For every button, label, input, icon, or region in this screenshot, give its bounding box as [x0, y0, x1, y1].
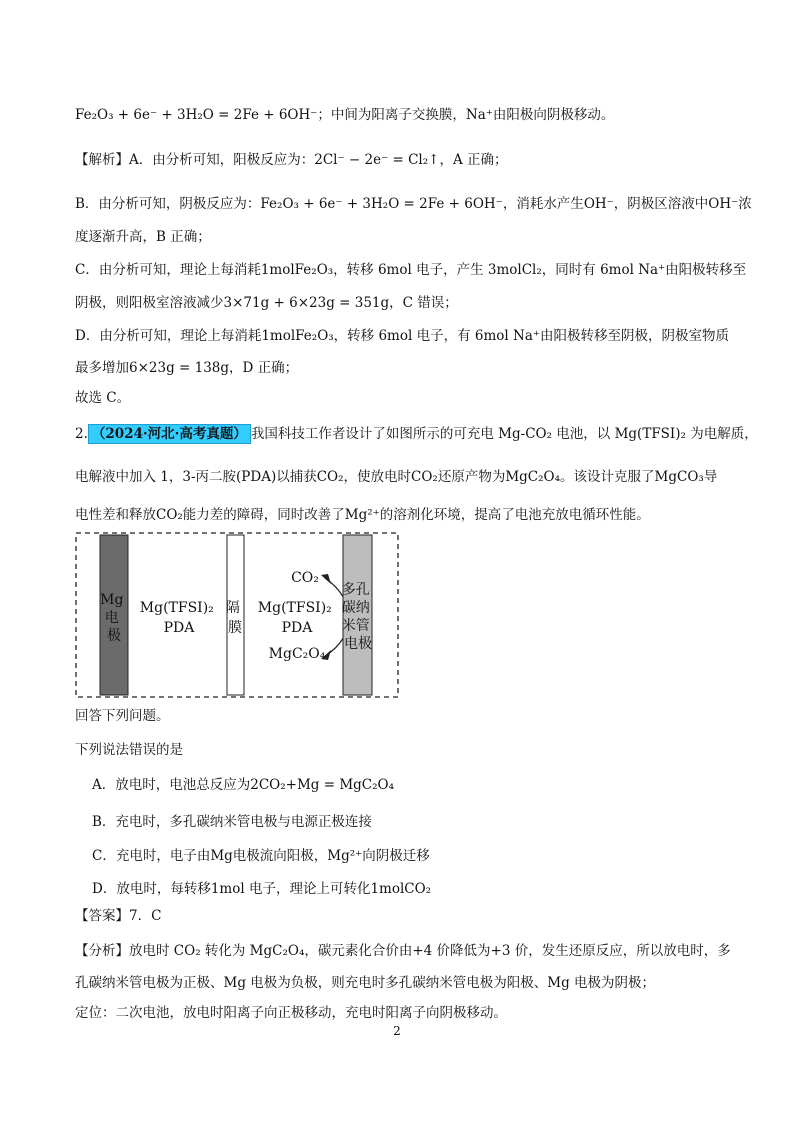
mg-electrode-label: Mg 电 极 — [100, 592, 124, 644]
text-line: D．由分析可知，理论上每消耗1molFe₂O₃，转移 6mol 电子，有 6mol Na⁺由阳极转移至阴极，阴极室物质 — [75, 328, 729, 344]
text-line: 【分析】放电时 CO₂ 转化为 MgC₂O₄，碳元素化合价由+4 价降低为+3 价，发生还原反应，所以放电时，多 — [75, 943, 731, 959]
answer-line: 【答案】7．C — [75, 908, 162, 924]
question-number: 2. — [75, 426, 88, 442]
text-line: 故选 C。 — [75, 390, 131, 406]
option-c: C．充电时，电子由Mg电极流向阳极，Mg²⁺向阴极迁移 — [92, 848, 430, 864]
option-b: B．充电时，多孔碳纳米管电极与电源正极连接 — [92, 814, 372, 830]
right-electrolyte-label: Mg(TFSI)₂ PDA — [257, 600, 332, 636]
source-tag: （2024·河北·高考真题） — [88, 424, 251, 444]
page-number: 2 — [393, 1024, 401, 1038]
text-line: 阴极，则阳极室溶液减少3×71g + 6×23g = 351g，C 错误； — [75, 295, 458, 311]
arrow-head-top — [321, 574, 331, 584]
text-line: 电性差和释放CO₂能力差的障碍，同时改善了Mg²⁺的溶剂化环境，提高了电池充放电循环性能。 — [75, 507, 650, 523]
text-line: 孔碳纳米管电极为正极、Mg 电极为负极，则充电时多孔碳纳米管电极为阳极、Mg 电极为阴极； — [75, 975, 656, 991]
carbon-electrode-label: 多孔 碳纳 米管 电极 — [341, 582, 372, 652]
left-electrolyte-label: Mg(TFSI)₂ PDA — [139, 600, 214, 636]
battery-diagram — [75, 532, 399, 698]
text-line: 【解析】A．由分析可知，阳极反应为：2Cl⁻ − 2e⁻ = Cl₂↑，A 正确； — [75, 152, 508, 168]
text-line: 电解液中加入 1，3-丙二胺(PDA)以捕获CO₂，使放电时CO₂还原产物为MgC₂O₄。该设计克服了MgCO₃导 — [75, 469, 718, 485]
text-line: B．由分析可知，阴极反应为：Fe₂O₃ + 6e⁻ + 3H₂O = 2Fe + 6OH⁻，消耗水产生OH⁻，阴极区溶液中OH⁻浓 — [75, 196, 752, 212]
text-line: 回答下列问题。 — [75, 708, 170, 724]
text-line: Fe₂O₃ + 6e⁻ + 3H₂O = 2Fe + 6OH⁻；中间为阳离子交换膜，Na⁺由阳极向阴极移动。 — [75, 107, 615, 123]
question-2-header — [75, 424, 758, 444]
question-stem: 下列说法错误的是 — [75, 742, 183, 758]
option-d: D．放电时，每转移1mol 电子，理论上可转化1molCO₂ — [92, 881, 432, 897]
question-text: 我国科技工作者设计了如图所示的可充电 Mg-CO₂ 电池，以 Mg(TFSI)₂ 为电解质， — [250, 426, 758, 442]
text-line: 度逐渐升高，B 正确； — [75, 229, 211, 245]
separator-label: 隔 膜 — [225, 600, 242, 636]
co2-label: CO₂ — [291, 570, 319, 586]
text-line: 定位：二次电池，放电时阳离子向正极移动，充电时阳离子向阴极移动。 — [75, 1005, 507, 1021]
text-line: C．由分析可知，理论上每消耗1molFe₂O₃，转移 6mol 电子，产生 3molCl₂，同时有 6mol Na⁺由阳极转移至 — [75, 262, 747, 278]
text-line: 最多增加6×23g = 138g，D 正确； — [75, 360, 299, 376]
product-label: MgC₂O₄ — [268, 646, 326, 662]
option-a: A．放电时，电池总反应为2CO₂+Mg = MgC₂O₄ — [92, 777, 395, 793]
